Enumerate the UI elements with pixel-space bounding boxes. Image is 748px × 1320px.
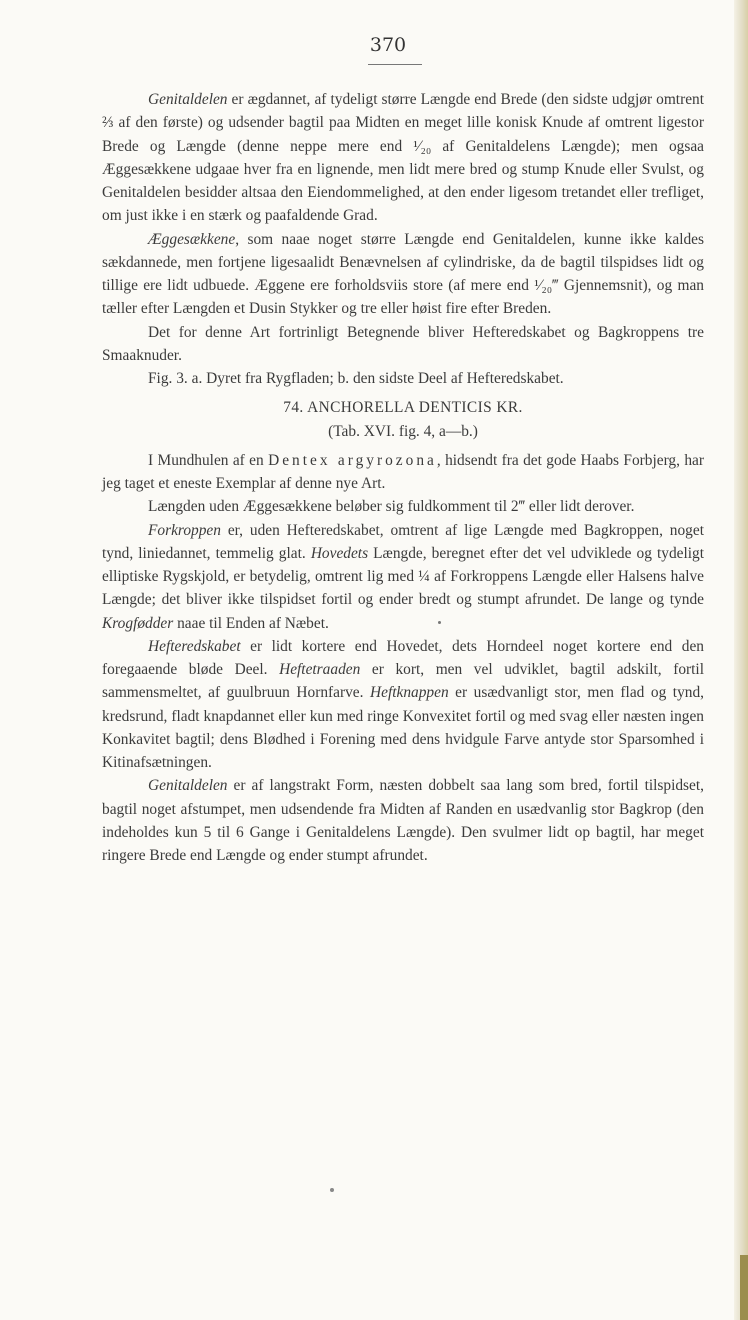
text-run: Fig. 3. a. Dyret fra Rygfladen; b. den sidste Deel af Hefteredskabet. (148, 370, 564, 387)
italic-term: Hovedets (310, 544, 369, 562)
paragraph-laengden (102, 495, 704, 518)
paragraph-figure-caption (102, 367, 704, 390)
text-run: 74. ANCHORELLA DENTICIS KR. (283, 399, 523, 417)
ink-speck (330, 1188, 334, 1192)
paragraph-forkroppen (102, 519, 704, 635)
text-run: naae til Enden af Næbet. (173, 614, 329, 632)
text-run: er kort, men vel udviklet, bagtil adskilt, fortil sammensmeltet, af guulbruun Hornfarve. (102, 661, 704, 702)
paragraph-hefteredskabet (102, 635, 704, 775)
species-heading (102, 396, 704, 419)
italic-term: Genitaldelen (148, 91, 228, 108)
italic-term: Krogfødder (102, 614, 174, 632)
italic-term: Hefteredskabet (148, 637, 241, 655)
text-run: , som naae noget større Længde end Genitaldelen, kunne ikke kaldes sækdannede, men fortjene ligesaalidt Benævnelsen af cylindriske, da de bagtil tilspidses lidt og tillige ere lidt udbuede. Æggene ere forholdsviis store (af mere end ¹⁄₂₀‴ Gjennemsnit), og man tæller efter Længden et Dusin Stykker og tre eller høist fire efter Breden. (102, 230, 704, 318)
text-run: er af langstrakt Form, næsten dobbelt saa lang som bred, fortil tilspidset, bagtil noget afstumpet, men udsendende fra Midten af Randen en usædvanlig stor Bagkrop (den indeholdes kun 5 til 6 Gange i Genitaldelens Længde). Den svulmer lidt op bagtil, har meget ringere Brede end Længde og ender stumpt afrundet. (102, 777, 704, 864)
text-run: er, uden Hefteredskabet, omtrent af lige Længde med Bagkroppen, noget tynd, liniedannet, temmelig glat. (102, 521, 704, 562)
body-text (102, 88, 704, 867)
page-number-underline (368, 64, 422, 65)
text-run: er ægdannet, af tydeligt større Længde end Brede (den sidste udgjør omtrent ⅔ af den første) og udsender bagtil paa Midten en meget lille konisk Knude af omtrent ligestor Brede og Længde (denne neppe mere end ¹⁄₂₀ af Genitaldelens Længde); men ogsaa Æggesækkene udgaae hver fra en lignende, men lidt mere bred og stump Knude eller Svulst, og Genitaldelen besidder altsaa den Eiendommelighed, at den ender ligesom tretandet eller trefliget, om just ikke i en stærk og paafaldende Grad. (102, 91, 704, 225)
text-run: er lidt kortere end Hovedet, dets Horndeel noget kortere end den foregaaende bløde Deel. (102, 637, 704, 678)
text-run: , hidsendt fra det gode Haabs Forbjerg, har jeg taget et eneste Exemplar af denne nye Art. (102, 451, 704, 492)
page-edge (734, 0, 748, 1320)
paragraph-betegnende (102, 321, 704, 368)
plate-reference (102, 420, 704, 443)
italic-term: Heftetraaden (279, 661, 361, 678)
text-run: (Tab. XVI. fig. 4, a—b.) (328, 422, 478, 440)
page-number: 370 (369, 34, 407, 56)
paragraph-aeggesaekkene (102, 228, 704, 321)
italic-term: Heftknappen (370, 684, 449, 702)
paragraph-mundhulen (102, 449, 704, 496)
text-run: Det for denne Art fortrinligt Betegnende bliver Hefteredskabet og Bagkroppens tre Smaaknuder. (102, 323, 704, 364)
text-run: Længden uden Æggesækkene beløber sig fuldkomment til 2‴ eller lidt derover. (148, 498, 635, 516)
italic-term: Forkroppen (148, 521, 221, 539)
paragraph-genitaldelen-2 (102, 774, 704, 867)
text-run: I Mundhulen af en (148, 451, 269, 469)
spaced-term: Dentex argyrozona (268, 451, 437, 469)
paragraph-genitaldelen-1 (102, 88, 704, 228)
text-run: er usædvanligt stor, men flad og tynd, kredsrund, fladt knapdannet eller kun med ringe Konvexitet fortil og med svag eller næsten ingen Konkavitet bagtil; dens Blødhed i Forening med dens hvidgule Farve antyde stor Sparsomhed i Kitinafsætningen. (102, 684, 704, 771)
italic-term: Æggesækkene (148, 230, 236, 248)
page-edge-shadow (740, 1255, 748, 1320)
text-run: Længde, beregnet efter det vel udviklede og tydeligt elliptiske Rygskjold, er betydelig, omtrent lig med ¼ af Forkroppens Længde eller Halsens halve Længde; det bliver ikke tilspidset fortil og ender bredt og stumpt afrundet. De lange og tynde (102, 544, 705, 609)
ink-speck (438, 621, 441, 624)
italic-term: Genitaldelen (148, 777, 228, 795)
